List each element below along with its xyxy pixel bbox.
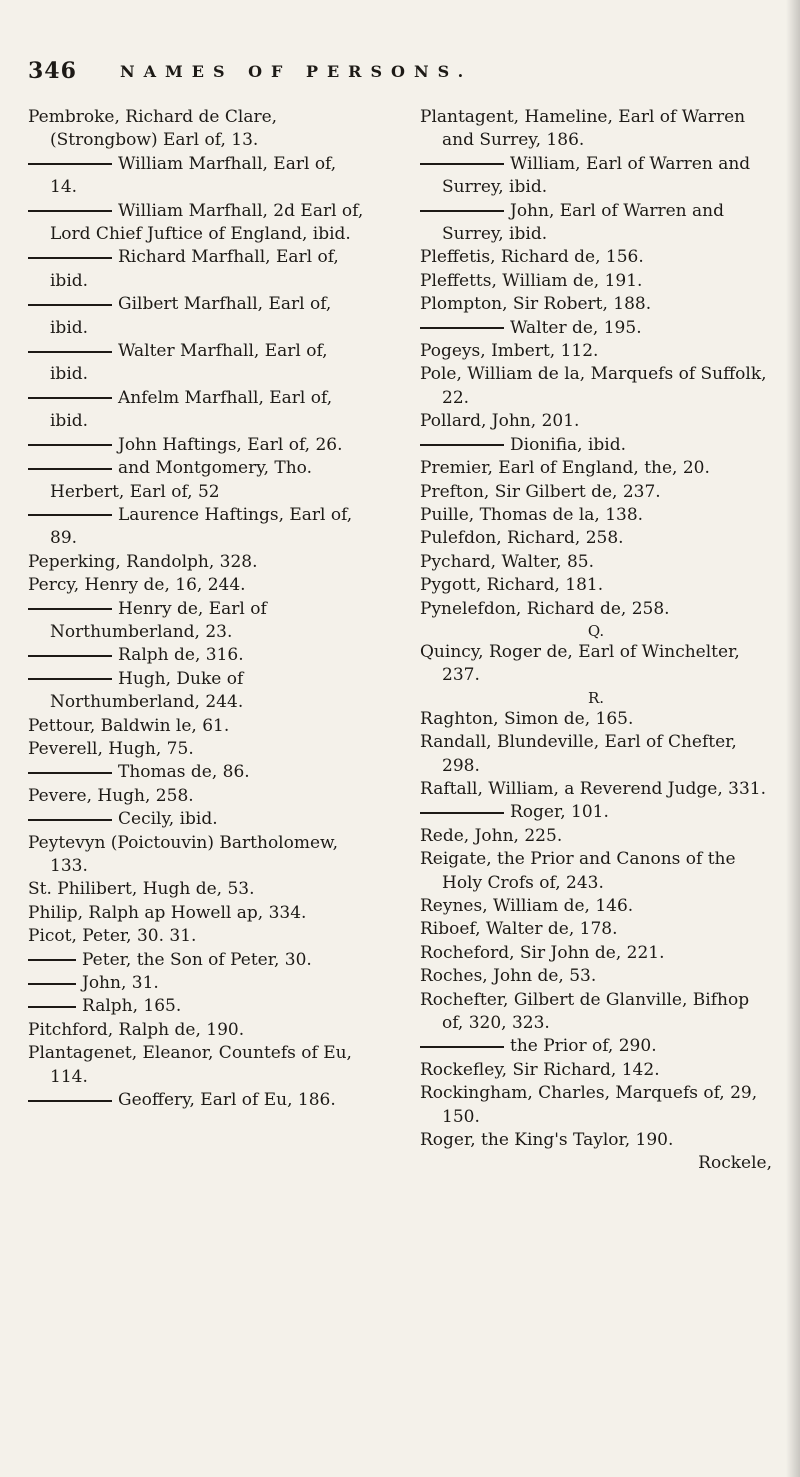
ditto-rule xyxy=(28,959,76,961)
index-entry: Rockefley, Sir Richard, 142. xyxy=(420,1059,660,1080)
ditto-rule xyxy=(420,210,504,212)
subentry-text: Gilbert Marfhall, Earl of, ibid. xyxy=(50,294,332,338)
index-entry: Riboef, Walter de, 178. xyxy=(420,919,618,940)
index-entry: Raghton, Simon de, 165. xyxy=(420,708,634,729)
subentry-text: William Marfhall, Earl of, 14. xyxy=(50,153,337,198)
ditto-rule xyxy=(28,772,112,774)
subentry-text: William, Earl of Warren and Surrey, ibid. xyxy=(442,153,751,198)
index-entry: Pleffetts, William de, 191. xyxy=(420,270,643,291)
index-subentry xyxy=(28,457,368,504)
index-letter-heading: Q. xyxy=(587,621,605,640)
ditto-rule xyxy=(28,819,112,821)
index-entry: Pitchford, Ralph de, 190. xyxy=(28,1019,245,1040)
index-entry: Pynelefdon, Richard de, 258. xyxy=(420,598,670,619)
ditto-rule xyxy=(28,257,112,259)
index-entry: Picot, Peter, 30. 31. xyxy=(28,926,197,947)
index-entry: St. Philibert, Hugh de, 53. xyxy=(28,879,255,900)
index-entry: Percy, Henry de, 16, 244. xyxy=(28,575,246,596)
index-entry: Peverell, Hugh, 75. xyxy=(28,738,194,759)
index-subentry xyxy=(28,972,368,995)
index-entry: Philip, Ralph ap Howell ap, 334. xyxy=(28,902,307,923)
index-subentry xyxy=(420,317,772,340)
ditto-rule xyxy=(28,514,112,516)
index-subentry xyxy=(28,387,368,434)
index-entry: Rede, John, 225. xyxy=(420,825,563,846)
subentry-text: Ralph, 165. xyxy=(82,996,182,1017)
running-head: NAMES OF PERSONS. xyxy=(120,62,473,81)
subentry-text: the Prior of, 290. xyxy=(510,1036,657,1057)
ditto-rule xyxy=(28,983,76,985)
subentry-text: Cecily, ibid. xyxy=(118,809,218,830)
index-entry: Pogeys, Imbert, 112. xyxy=(420,341,599,362)
index-subentry xyxy=(28,246,368,293)
index-entry: Pettour, Baldwin le, 61. xyxy=(28,715,230,736)
index-entry: Reigate, the Prior and Canons of the Holy Crofs of, 243. xyxy=(420,849,736,893)
ditto-rule xyxy=(28,397,112,399)
ditto-rule xyxy=(28,444,112,446)
index-subentry xyxy=(28,153,368,200)
subentry-text: Henry de, Earl of Northumberland, 23. xyxy=(50,598,267,642)
index-entry: Premier, Earl of England, the, 20. xyxy=(420,458,710,479)
ditto-rule xyxy=(28,678,112,680)
index-subentry xyxy=(28,434,368,457)
index-subentry xyxy=(420,200,772,247)
index-subentry xyxy=(28,340,368,387)
index-subentry xyxy=(28,644,368,667)
ditto-rule xyxy=(28,608,112,610)
index-subentry xyxy=(420,434,772,457)
catchword: Rockele, xyxy=(698,1153,772,1174)
index-subentry xyxy=(28,504,368,551)
index-entry: Rocheford, Sir John de, 221. xyxy=(420,942,665,963)
index-entry: Puille, Thomas de la, 138. xyxy=(420,504,644,525)
ditto-rule xyxy=(28,304,112,306)
index-entry: Pole, William de la, Marquefs of Suffolk, 22. xyxy=(420,364,767,408)
index-letter-heading: R. xyxy=(587,688,605,707)
subentry-text: Roger, 101. xyxy=(510,802,609,823)
index-entry: Pulefdon, Richard, 258. xyxy=(420,528,624,549)
index-subentry xyxy=(28,598,368,645)
subentry-text: John, 31. xyxy=(82,973,159,994)
subentry-text: Ralph de, 316. xyxy=(118,645,244,666)
index-entry: Pevere, Hugh, 258. xyxy=(28,785,194,806)
index-subentry xyxy=(28,293,368,340)
index-subentry xyxy=(420,801,772,824)
ditto-rule xyxy=(420,163,504,165)
index-entry: Rockingham, Charles, Marquefs of, 29, 150. xyxy=(420,1083,758,1127)
index-entry: Peytevyn (Poictouvin) Bartholomew, 133. xyxy=(28,832,338,876)
index-subentry xyxy=(28,668,368,715)
index-entry: Randall, Blundeville, Earl of Chefter, 298. xyxy=(420,732,737,776)
subentry-text: Walter Marfhall, Earl of, ibid. xyxy=(50,341,328,385)
index-entry: Pollard, John, 201. xyxy=(420,411,580,432)
ditto-rule xyxy=(420,327,504,329)
subentry-text: Hugh, Duke of Northumberland, 244. xyxy=(50,668,244,713)
index-entry: Plompton, Sir Robert, 188. xyxy=(420,294,652,315)
subentry-text: John Haftings, Earl of, 26. xyxy=(118,434,343,455)
subentry-text: Walter de, 195. xyxy=(510,317,642,338)
subentry-text: Laurence Haftings, Earl of, 89. xyxy=(50,504,353,549)
index-entry: Pychard, Walter, 85. xyxy=(420,551,595,572)
ditto-rule xyxy=(28,1006,76,1008)
ditto-rule xyxy=(420,1046,504,1048)
ditto-rule xyxy=(28,1100,112,1102)
index-entry: Roches, John de, 53. xyxy=(420,966,597,987)
subentry-text: Thomas de, 86. xyxy=(118,762,250,783)
index-entry: Plantagent, Hameline, Earl of Warren and Surrey, 186. xyxy=(420,107,746,151)
subentry-text: Richard Marfhall, Earl of, ibid. xyxy=(50,247,339,291)
index-entry: Pleffetis, Richard de, 156. xyxy=(420,247,644,268)
index-column-right xyxy=(420,106,772,1176)
index-entry: Roger, the King's Taylor, 190. xyxy=(420,1130,674,1151)
index-subentry xyxy=(28,761,368,784)
index-entry: Plantagenet, Eleanor, Countefs of Eu, 114. xyxy=(28,1043,352,1087)
index-subentry xyxy=(420,1035,772,1058)
subentry-text: Dionifia, ibid. xyxy=(510,434,627,455)
subentry-text: John, Earl of Warren and Surrey, ibid. xyxy=(442,200,724,245)
subentry-text: Anfelm Marfhall, Earl of, ibid. xyxy=(50,387,333,432)
page-header xyxy=(28,58,768,102)
subentry-text: William Marfhall, 2d Earl of, Lord Chief Juftice of England, ibid. xyxy=(50,200,364,245)
ditto-rule xyxy=(420,812,504,814)
index-subentry xyxy=(28,1089,368,1112)
index-subentry xyxy=(28,995,368,1018)
page-edge-shadow xyxy=(786,0,800,1477)
index-entry: Peperking, Randolph, 328. xyxy=(28,551,258,572)
index-entry: Pembroke, Richard de Clare, (Strongbow) Earl of, 13. xyxy=(28,107,278,151)
index-subentry xyxy=(420,153,772,200)
subentry-text: and Montgomery, Tho. Herbert, Earl of, 52 xyxy=(50,458,312,502)
page-number: 346 xyxy=(28,58,77,84)
index-entry: Quincy, Roger de, Earl of Winchelter, 237. xyxy=(420,641,740,686)
index-entry: Pygott, Richard, 181. xyxy=(420,575,604,596)
index-entry: Raftall, William, a Reverend Judge, 331. xyxy=(420,778,766,799)
index-entry: Reynes, William de, 146. xyxy=(420,896,634,916)
ditto-rule xyxy=(28,351,112,353)
index-column-left xyxy=(28,106,368,1112)
index-entry: Prefton, Sir Gilbert de, 237. xyxy=(420,481,661,502)
ditto-rule xyxy=(28,163,112,165)
ditto-rule xyxy=(420,444,504,446)
index-subentry xyxy=(28,808,368,831)
subentry-text: Geoffery, Earl of Eu, 186. xyxy=(118,1090,336,1111)
subentry-text: Peter, the Son of Peter, 30. xyxy=(82,949,312,970)
ditto-rule xyxy=(28,468,112,470)
ditto-rule xyxy=(28,210,112,212)
index-subentry xyxy=(28,200,368,247)
index-subentry xyxy=(28,949,368,972)
ditto-rule xyxy=(28,655,112,657)
index-entry: Rochefter, Gilbert de Glanville, Bifhop of, 320, 323. xyxy=(420,989,750,1034)
